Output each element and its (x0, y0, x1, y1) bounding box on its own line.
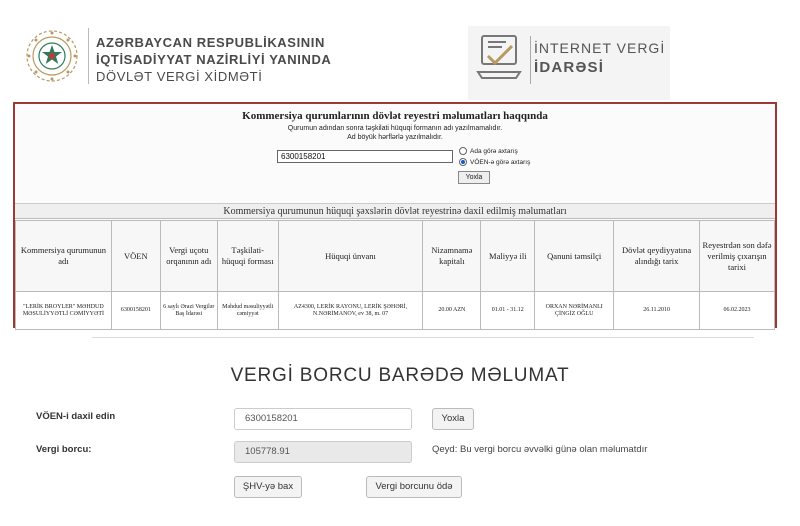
column-header: Qanuni təmsilçi (535, 221, 614, 292)
radio-label: VÖEN-ə görə axtarış (470, 158, 531, 166)
check-button[interactable]: Yoxla (432, 408, 474, 430)
organization-name (96, 34, 331, 85)
debt-note: Qeyd: Bu vergi borcu əvvəlki günə olan məlumatdır (432, 444, 648, 455)
registry-search-input[interactable]: 6300158201 (277, 150, 453, 163)
laptop-check-icon (476, 32, 522, 86)
commercial-registry-panel (13, 102, 777, 328)
portal-name (534, 38, 665, 78)
registry-check-button[interactable]: Yoxla (458, 171, 490, 184)
column-header: Kommersiya qurumunun adı (16, 221, 112, 292)
column-header: Nizamnamə kapitalı (423, 221, 481, 292)
registry-note-2: Ad böyük hərflərlə yazılmalıdır. (347, 134, 443, 141)
radio-label: Ada görə axtarış (470, 147, 518, 155)
tax-debt-label: Vergi borcu: (36, 444, 92, 455)
column-header: Reyestrdən son dəfə verilmiş çıxarışın tarixi (700, 221, 775, 292)
cell-legal-representative: ORXAN NƏRİMANLI ÇİNGİZ OĞLU (535, 292, 614, 330)
emblem-icon (24, 28, 80, 84)
voen-label: VÖEN-i daxil edin (36, 411, 116, 422)
cell-legal-form: Məhdud məsuliyyətli cəmiyyət (217, 292, 278, 330)
portal-line-2: İDARƏSİ (534, 59, 605, 76)
cell-company-name: "LERİK BROYLER" MƏHDUD MƏSULİYYƏTLİ CƏMİYYƏTİ (16, 292, 112, 330)
pay-tax-debt-button[interactable]: Vergi borcunu ödə (366, 476, 462, 498)
logo-divider (530, 36, 531, 84)
org-line-3: DÖVLƏT VERGİ XİDMƏTİ (96, 69, 263, 84)
column-header: Təşkilati-hüquqi forması (217, 221, 278, 292)
cell-legal-address: AZ4300, LERİK RAYONU, LERİK ŞƏHƏRİ, N.NƏRİMANOV, ev 38, m. 07 (278, 292, 423, 330)
internet-tax-office-logo[interactable] (468, 26, 670, 100)
cell-registration-date: 26.11.2010 (614, 292, 700, 330)
header-spacer (670, 26, 800, 100)
radio-search-by-voen[interactable] (459, 158, 530, 166)
column-header: Vergi uçotu orqanının adı (160, 221, 217, 292)
cell-voen: 6300158201 (111, 292, 160, 330)
site-header (0, 0, 800, 100)
table-row (16, 292, 775, 330)
view-shv-button[interactable]: ŞHV-yə bax (234, 476, 302, 498)
table-header-row (16, 221, 775, 292)
header-divider (88, 28, 89, 84)
column-header: Maliyyə ili (481, 221, 535, 292)
registry-title: Kommersiya qurumlarının dövlət reyestri məlumatları haqqında (242, 110, 548, 122)
column-header: Hüquqi ünvanı (278, 221, 423, 292)
org-line-2: İQTİSADİYYAT NAZİRLİYİ YANINDA (96, 52, 332, 67)
radio-button-selected[interactable] (459, 158, 467, 166)
radio-button[interactable] (459, 147, 467, 155)
section-divider (92, 337, 754, 338)
cell-tax-office: 6 saylı Ərazi Vergilər Baş İdarəsi (160, 292, 217, 330)
cell-extract-date: 06.02.2023 (700, 292, 775, 330)
state-tax-service-logo[interactable] (24, 28, 80, 84)
column-header: Dövlət qeydiyyatına alındığı tarix (614, 221, 700, 292)
cell-fiscal-year: 01.01 - 31.12 (481, 292, 535, 330)
column-header: VÖEN (111, 221, 160, 292)
registry-note-1: Qurumun adından sonra təşkilati hüquqi formanın adı yazılmamalıdır. (287, 125, 503, 132)
voen-input[interactable]: 6300158201 (234, 408, 412, 430)
portal-line-1: İNTERNET VERGİ (534, 40, 666, 56)
registry-table (15, 220, 775, 330)
registry-section-title: Kommersiya qurumunun hüquqi şəxslərin dövlət reyestrinə daxil edilmiş məlumatları (15, 203, 775, 219)
org-line-1: AZƏRBAYCAN RESPUBLİKASININ (96, 35, 325, 50)
cell-charter-capital: 20.00 AZN (423, 292, 481, 330)
tax-debt-field: 105778.91 (234, 441, 412, 463)
radio-search-by-name[interactable] (459, 147, 518, 155)
tax-debt-title: VERGİ BORCU BARƏDƏ MƏLUMAT (230, 365, 570, 386)
